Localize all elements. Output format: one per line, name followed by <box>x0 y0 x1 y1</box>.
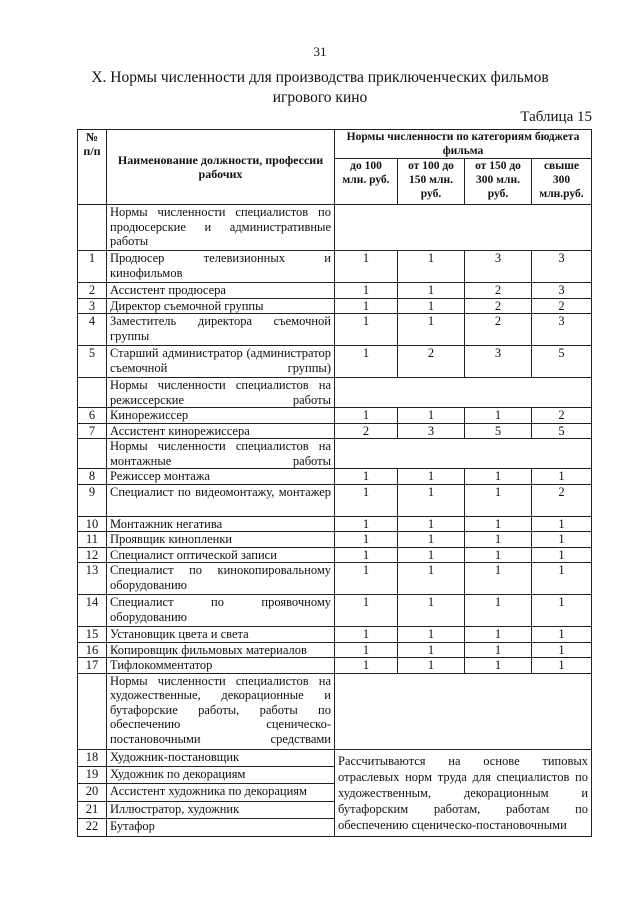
header-col-2: от 100 до 150 млн. руб. <box>398 159 465 205</box>
row-position-name: Ассистент продюсера <box>107 283 335 299</box>
section-num-cell <box>78 439 107 469</box>
row-value-2: 1 <box>398 251 465 283</box>
row-position-name: Художник по декорациям <box>107 766 335 783</box>
row-number: 20 <box>78 784 107 801</box>
row-number: 17 <box>78 658 107 674</box>
row-value-4: 1 <box>532 627 592 643</box>
row-number: 21 <box>78 801 107 818</box>
title-line-2: игрового кино <box>272 89 368 106</box>
table-row <box>78 484 592 516</box>
row-position-name: Директор съемочной группы <box>107 298 335 314</box>
row-value-2: 2 <box>398 346 465 378</box>
row-value-4: 1 <box>532 658 592 674</box>
row-value-3: 1 <box>465 563 532 595</box>
row-position-name: Ассистент кинорежиссера <box>107 423 335 439</box>
row-position-name: Проявщик кинопленки <box>107 532 335 548</box>
row-value-4: 5 <box>532 346 592 378</box>
row-value-3: 3 <box>465 346 532 378</box>
table-row <box>78 469 592 485</box>
row-position-name: Специалист оптической записи <box>107 547 335 563</box>
row-value-3: 1 <box>465 516 532 532</box>
row-value-2: 1 <box>398 532 465 548</box>
section-title: Нормы численности специалистов на монтажные работы <box>107 439 335 469</box>
row-value-1: 1 <box>335 563 398 595</box>
row-position-name: Художник-постановщик <box>107 749 335 766</box>
row-value-2: 1 <box>398 563 465 595</box>
row-value-1: 1 <box>335 516 398 532</box>
table-row <box>78 642 592 658</box>
table-row <box>78 749 592 766</box>
table-row <box>78 346 592 378</box>
row-value-1: 1 <box>335 251 398 283</box>
row-value-2: 1 <box>398 547 465 563</box>
row-value-3: 1 <box>465 484 532 516</box>
section-num-cell <box>78 673 107 749</box>
row-value-1: 1 <box>335 627 398 643</box>
row-value-3: 2 <box>465 298 532 314</box>
header-group: Нормы численности по категориям бюджета фильма <box>335 130 592 159</box>
row-number: 7 <box>78 423 107 439</box>
table-row <box>78 627 592 643</box>
row-value-2: 1 <box>398 298 465 314</box>
row-value-2: 1 <box>398 408 465 424</box>
row-value-2: 1 <box>398 516 465 532</box>
section-values-cell <box>335 205 592 251</box>
row-value-4: 2 <box>532 484 592 516</box>
header-col-1: до 100 млн. руб. <box>335 159 398 205</box>
row-number: 22 <box>78 819 107 836</box>
section-values-cell <box>335 439 592 469</box>
row-value-3: 2 <box>465 283 532 299</box>
row-position-name: Специалист по видеомонтажу, монтажер <box>107 484 335 516</box>
row-position-name: Специалист по проявочному оборудованию <box>107 595 335 627</box>
section-row <box>78 205 592 251</box>
table-row <box>78 595 592 627</box>
table-row <box>78 423 592 439</box>
row-value-4: 2 <box>532 298 592 314</box>
section-title: Нормы численности специалистов на режиссерские работы <box>107 378 335 408</box>
row-position-name: Старший администратор (администратор съемочной группы) <box>107 346 335 378</box>
row-number: 18 <box>78 749 107 766</box>
row-number: 6 <box>78 408 107 424</box>
row-value-4: 1 <box>532 469 592 485</box>
row-value-1: 1 <box>335 469 398 485</box>
table-row <box>78 547 592 563</box>
section-row <box>78 378 592 408</box>
row-position-name: Заместитель директора съемочной группы <box>107 314 335 346</box>
row-number: 8 <box>78 469 107 485</box>
row-number: 14 <box>78 595 107 627</box>
row-value-1: 1 <box>335 484 398 516</box>
table-row <box>78 658 592 674</box>
section-row <box>78 439 592 469</box>
row-position-name: Тифлокомментатор <box>107 658 335 674</box>
row-value-1: 1 <box>335 658 398 674</box>
header-col-4: свыше 300 млн.руб. <box>532 159 592 205</box>
row-value-4: 3 <box>532 251 592 283</box>
table-label: Таблица 15 <box>520 109 592 125</box>
table-row <box>78 298 592 314</box>
row-number: 13 <box>78 563 107 595</box>
row-value-1: 1 <box>335 547 398 563</box>
row-position-name: Иллюстратор, художник <box>107 801 335 818</box>
row-value-4: 1 <box>532 532 592 548</box>
row-value-2: 1 <box>398 484 465 516</box>
section-num-cell <box>78 205 107 251</box>
row-value-2: 1 <box>398 595 465 627</box>
row-number: 1 <box>78 251 107 283</box>
section-values-cell <box>335 378 592 408</box>
row-value-2: 3 <box>398 423 465 439</box>
row-value-4: 1 <box>532 547 592 563</box>
row-number: 3 <box>78 298 107 314</box>
row-number: 11 <box>78 532 107 548</box>
row-position-name: Кинорежиссер <box>107 408 335 424</box>
row-value-1: 1 <box>335 595 398 627</box>
section-num-cell <box>78 378 107 408</box>
row-value-4: 1 <box>532 642 592 658</box>
row-value-4: 2 <box>532 408 592 424</box>
section-row <box>78 673 592 749</box>
title-line-1: X. Нормы численности для производства приключенческих фильмов <box>91 69 549 86</box>
row-value-3: 1 <box>465 658 532 674</box>
row-value-2: 1 <box>398 627 465 643</box>
row-position-name: Продюсер телевизионных и кинофильмов <box>107 251 335 283</box>
section-values-cell <box>335 673 592 749</box>
row-number: 16 <box>78 642 107 658</box>
section-title: Нормы численности специалистов на художественные, декорационные и бутафорские работы, работы по обеспечению сценическо-постановочными средствами <box>107 673 335 749</box>
row-value-1: 1 <box>335 346 398 378</box>
header-num: № п/п <box>78 130 107 205</box>
row-position-name: Режиссер монтажа <box>107 469 335 485</box>
row-value-1: 1 <box>335 408 398 424</box>
page-number: 31 <box>313 44 327 59</box>
row-value-3: 2 <box>465 314 532 346</box>
table-row <box>78 563 592 595</box>
row-value-3: 5 <box>465 423 532 439</box>
row-value-4: 5 <box>532 423 592 439</box>
row-value-2: 1 <box>398 283 465 299</box>
row-value-4: 1 <box>532 563 592 595</box>
row-value-4: 3 <box>532 283 592 299</box>
table-row <box>78 516 592 532</box>
row-position-name: Копировщик фильмовых материалов <box>107 642 335 658</box>
row-value-3: 3 <box>465 251 532 283</box>
note-cell: Рассчитываются на основе типовых отраслевых норм труда для специалистов по художественным, декорационным и бутафорским работам, работам по обеспечению сценическо-постановочными <box>335 749 592 836</box>
row-position-name: Установщик цвета и света <box>107 627 335 643</box>
table-row <box>78 314 592 346</box>
section-title: Нормы численности специалистов по продюсерские и административные работы <box>107 205 335 251</box>
row-value-3: 1 <box>465 469 532 485</box>
row-value-4: 3 <box>532 314 592 346</box>
row-value-2: 1 <box>398 658 465 674</box>
row-number: 2 <box>78 283 107 299</box>
row-number: 10 <box>78 516 107 532</box>
table-row <box>78 283 592 299</box>
row-number: 12 <box>78 547 107 563</box>
row-value-1: 2 <box>335 423 398 439</box>
row-value-3: 1 <box>465 547 532 563</box>
staffing-norms-table <box>77 129 592 837</box>
row-value-3: 1 <box>465 642 532 658</box>
row-value-4: 1 <box>532 516 592 532</box>
row-value-3: 1 <box>465 408 532 424</box>
row-value-1: 1 <box>335 298 398 314</box>
row-value-3: 1 <box>465 595 532 627</box>
row-number: 19 <box>78 766 107 783</box>
page-title <box>60 68 580 108</box>
table-row <box>78 408 592 424</box>
row-position-name: Бутафор <box>107 819 335 836</box>
header-name: Наименование должности, профессии рабочих <box>107 130 335 205</box>
row-value-3: 1 <box>465 627 532 643</box>
row-value-3: 1 <box>465 532 532 548</box>
header-col-3: от 150 до 300 млн. руб. <box>465 159 532 205</box>
row-value-1: 1 <box>335 283 398 299</box>
row-value-1: 1 <box>335 314 398 346</box>
row-value-1: 1 <box>335 532 398 548</box>
row-number: 5 <box>78 346 107 378</box>
row-value-4: 1 <box>532 595 592 627</box>
row-number: 15 <box>78 627 107 643</box>
row-position-name: Специалист по кинокопировальному оборудованию <box>107 563 335 595</box>
row-value-2: 1 <box>398 314 465 346</box>
row-value-2: 1 <box>398 642 465 658</box>
row-value-2: 1 <box>398 469 465 485</box>
row-position-name: Ассистент художника по декорациям <box>107 784 335 801</box>
table-row <box>78 251 592 283</box>
row-position-name: Монтажник негатива <box>107 516 335 532</box>
row-value-1: 1 <box>335 642 398 658</box>
row-number: 9 <box>78 484 107 516</box>
row-number: 4 <box>78 314 107 346</box>
table-row <box>78 532 592 548</box>
